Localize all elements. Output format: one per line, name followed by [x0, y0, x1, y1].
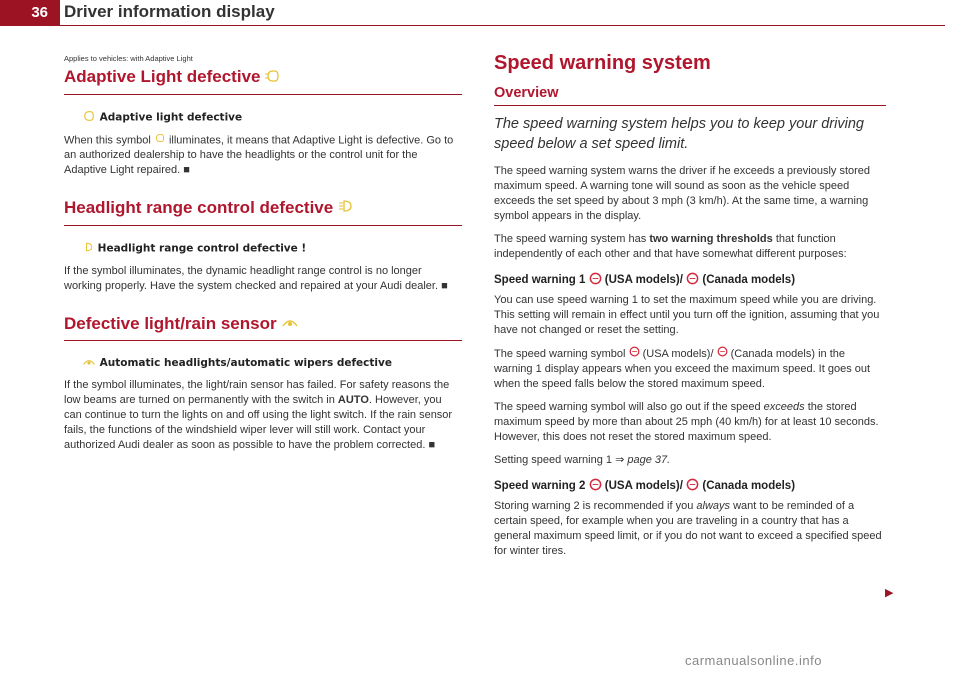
warning-headlight-range: Headlight range control defective !	[82, 241, 462, 256]
speed-warning-1-paragraph-3: The speed warning symbol will also go out if the speed exceeds the stored maximum speed by more than about 25 mph (40 km/h) for at least 10 seconds. However, this does not reset the stored maximum speed.	[494, 401, 879, 443]
applies-note: Applies to vehicles: with Adaptive Light	[64, 54, 193, 63]
speed-warning-canada-icon	[686, 272, 699, 288]
speed-warning-usa-icon	[589, 478, 602, 494]
speed-warning-1-heading: Speed warning 1 (USA models)/ (Canada models)	[494, 272, 886, 288]
speed-warning-usa-icon	[629, 346, 640, 362]
left-column	[64, 46, 462, 461]
speed-warning-paragraph-1: The speed warning system warns the driver if he exceeds a previously stored maximum speed. A warning tone will sound as soon as the vehicle speed exceeds the set speed by about 3 mph (3 km/h). At the same time, a warning symbol appears in the display.	[494, 165, 871, 222]
intro-text: The speed warning system helps you to keep your driving speed below a set speed limit.	[494, 116, 864, 152]
light-rain-sensor-icon	[281, 314, 299, 334]
speed-warning-1-paragraph-4: Setting speed warning 1 ⇒ page 37.	[494, 454, 671, 466]
page-number: 36	[0, 0, 60, 26]
end-mark: ■	[183, 163, 190, 176]
end-mark: ■	[441, 279, 448, 292]
watermark: carmanualsonline.info	[685, 653, 822, 668]
speed-warning-2-paragraph-1: Storing warning 2 is recommended if you always want to be reminded of a certain speed, for example when you are traveling in a country that has a general maximum speed limit, or if you do not want to exceed a specified speed for winter tires.	[494, 500, 882, 557]
speed-warning-canada-icon	[686, 478, 699, 494]
warning-adaptive-light: Adaptive light defective	[82, 110, 462, 125]
continue-arrow-icon: ▶	[885, 587, 894, 599]
section-adaptive-light-title: Adaptive Light defective	[64, 67, 462, 95]
speed-warning-title: Speed warning system	[494, 52, 711, 74]
adaptive-light-icon	[82, 110, 96, 125]
light-rain-sensor-paragraph: If the symbol illuminates, the light/rain sensor has failed. For safety reasons the low beams are turned on permanently with the switch in AUTO. However, you can continue to turn the lights on and off using the light switch. If the rain sensor fails, the functions of the windshield wiper lever will still work. Contact your authorized Audi dealer as soon as possible to have the problem corrected. ■	[64, 379, 453, 452]
adaptive-light-paragraph: When this symbol illuminates, it means that Adaptive Light is defective. Go to an authorized dealership to have the headlights or the control unit for the Adaptive Light repaired. ■	[64, 133, 454, 176]
speed-warning-canada-icon	[717, 346, 728, 362]
speed-warning-1-paragraph-1: You can use speed warning 1 to set the maximum speed while you are driving. This setting will remain in effect until you turn off the ignition, assuming that you have not changed or reset the setting.	[494, 294, 880, 336]
headlight-range-paragraph: If the symbol illuminates, the dynamic headlight range control is no longer working properly. Have the system checked and repaired at your Audi dealer. ■	[64, 264, 448, 292]
section-light-rain-sensor-title: Defective light/rain sensor	[64, 314, 462, 342]
adaptive-light-icon	[154, 133, 166, 148]
speed-warning-1-paragraph-2: The speed warning symbol (USA models)/ (Canada models) in the warning 1 display appears when you exceed the maximum speed. It goes out when the speed falls below the stored maximum speed.	[494, 347, 871, 390]
warning-light-rain-sensor: Automatic headlights/automatic wipers defective	[82, 356, 462, 370]
overview-heading: Overview	[494, 85, 886, 106]
page-reference-link[interactable]: ⇒ page 37.	[615, 454, 671, 466]
right-column	[494, 46, 886, 567]
speed-warning-paragraph-2: The speed warning system has two warning thresholds that function independently of each other and that have somewhat different purposes:	[494, 233, 847, 260]
speed-warning-usa-icon	[589, 272, 602, 288]
adaptive-light-icon	[265, 68, 281, 88]
header-rule	[60, 25, 945, 26]
headlight-range-icon	[338, 198, 354, 219]
light-rain-sensor-icon	[82, 356, 96, 370]
page-title: Driver information display	[64, 2, 275, 21]
section-headlight-range-title: Headlight range control defective	[64, 198, 462, 226]
speed-warning-2-heading: Speed warning 2 (USA models)/ (Canada models)	[494, 478, 886, 494]
end-mark: ■	[428, 439, 436, 452]
headlight-range-icon	[82, 241, 94, 256]
page-header	[0, 0, 960, 40]
